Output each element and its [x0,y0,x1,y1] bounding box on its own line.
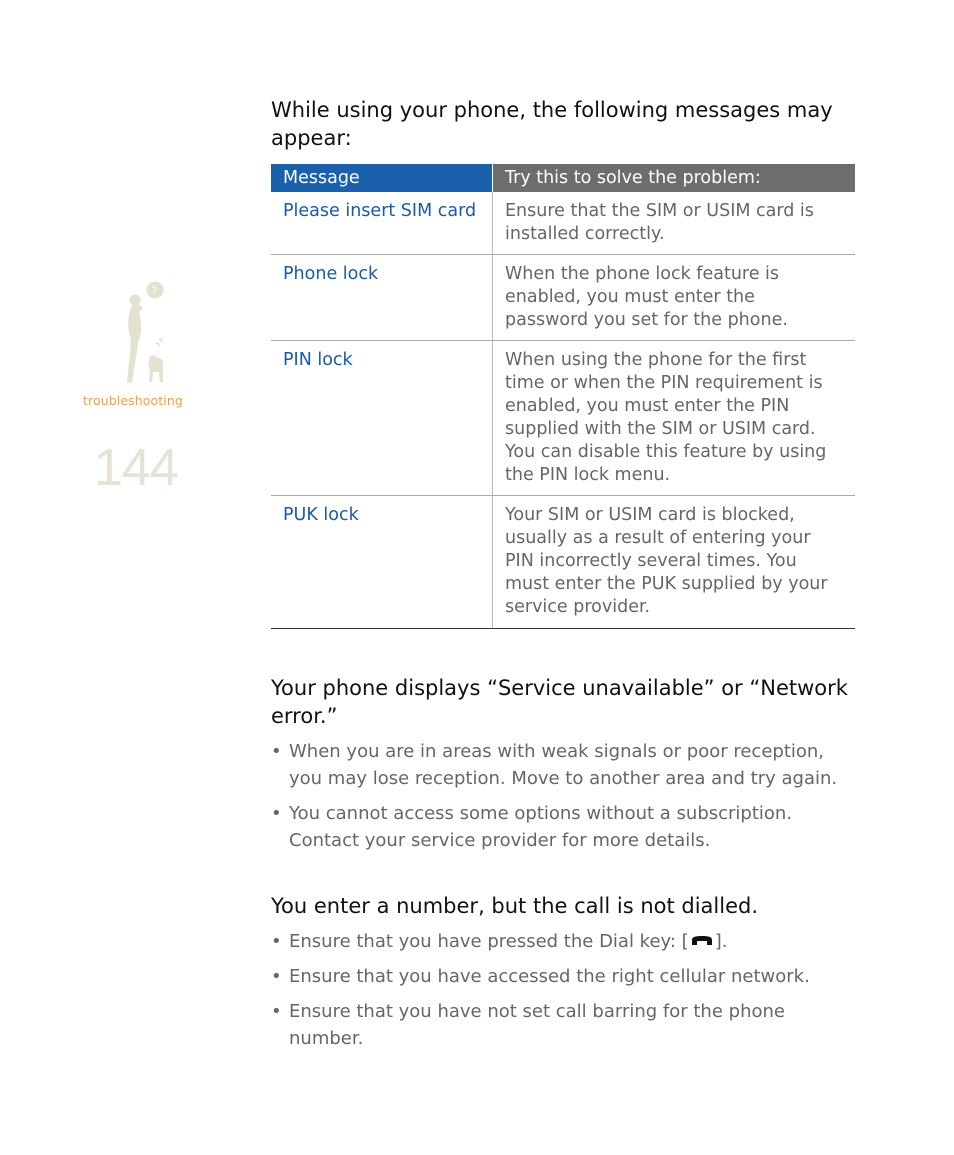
table-row [271,496,855,629]
list-item: • Ensure that you have accessed the right cellular network. [271,963,855,990]
table-row [271,192,855,255]
table-header-row [271,164,855,192]
solution-cell: Your SIM or USIM card is blocked, usually as a result of entering your PIN incorrectly several times. You must enter the PUK supplied by your service provider. [493,496,856,629]
solution-cell: Ensure that the SIM or USIM card is installed correctly. [493,192,856,255]
page-number: 144 [94,439,178,497]
table-row [271,341,855,496]
messages-table [271,164,855,629]
bullet-list [271,928,855,1052]
svg-text:?: ? [151,284,158,298]
section-heading: Your phone displays “Service unavailable” or “Network error.” [271,676,848,728]
bullet-list [271,738,855,854]
list-item: • When you are in areas with weak signals or poor reception, you may lose reception. Move to another area and try again. [271,738,855,792]
message-cell: Phone lock [271,255,493,341]
list-item [271,928,855,955]
section-label: troubleshooting [83,393,183,408]
dial-key-icon [690,934,714,948]
solution-cell: When the phone lock feature is enabled, you must enter the password you set for the phone. [493,255,856,341]
message-cell: PUK lock [271,496,493,629]
table-row [271,255,855,341]
column-header-message: Message [271,164,493,192]
call-not-dialled-section [271,892,855,1052]
list-item-text: Ensure that you have pressed the Dial key: [ [289,931,689,952]
list-item: • Ensure that you have not set call barring for the phone number. [271,998,855,1052]
section-heading: You enter a number, but the call is not dialled. [271,894,759,918]
column-header-solution: Try this to solve the problem: [493,164,856,192]
list-item: • You cannot access some options without a subscription. Contact your service provider for more details. [271,800,855,854]
message-cell: Please insert SIM card [271,192,493,255]
list-item-text: ]. [714,931,728,952]
woman-with-dog-question-icon [118,278,168,390]
service-unavailable-section [271,674,855,854]
message-cell: PIN lock [271,341,493,496]
solution-cell: When using the phone for the first time or when the PIN requirement is enabled, you must enter the PIN supplied with the SIM or USIM card. You can disable this feature by using the PIN lock menu. [493,341,856,496]
intro-text: While using your phone, the following messages may appear: [271,98,833,150]
main-content [271,96,855,1060]
